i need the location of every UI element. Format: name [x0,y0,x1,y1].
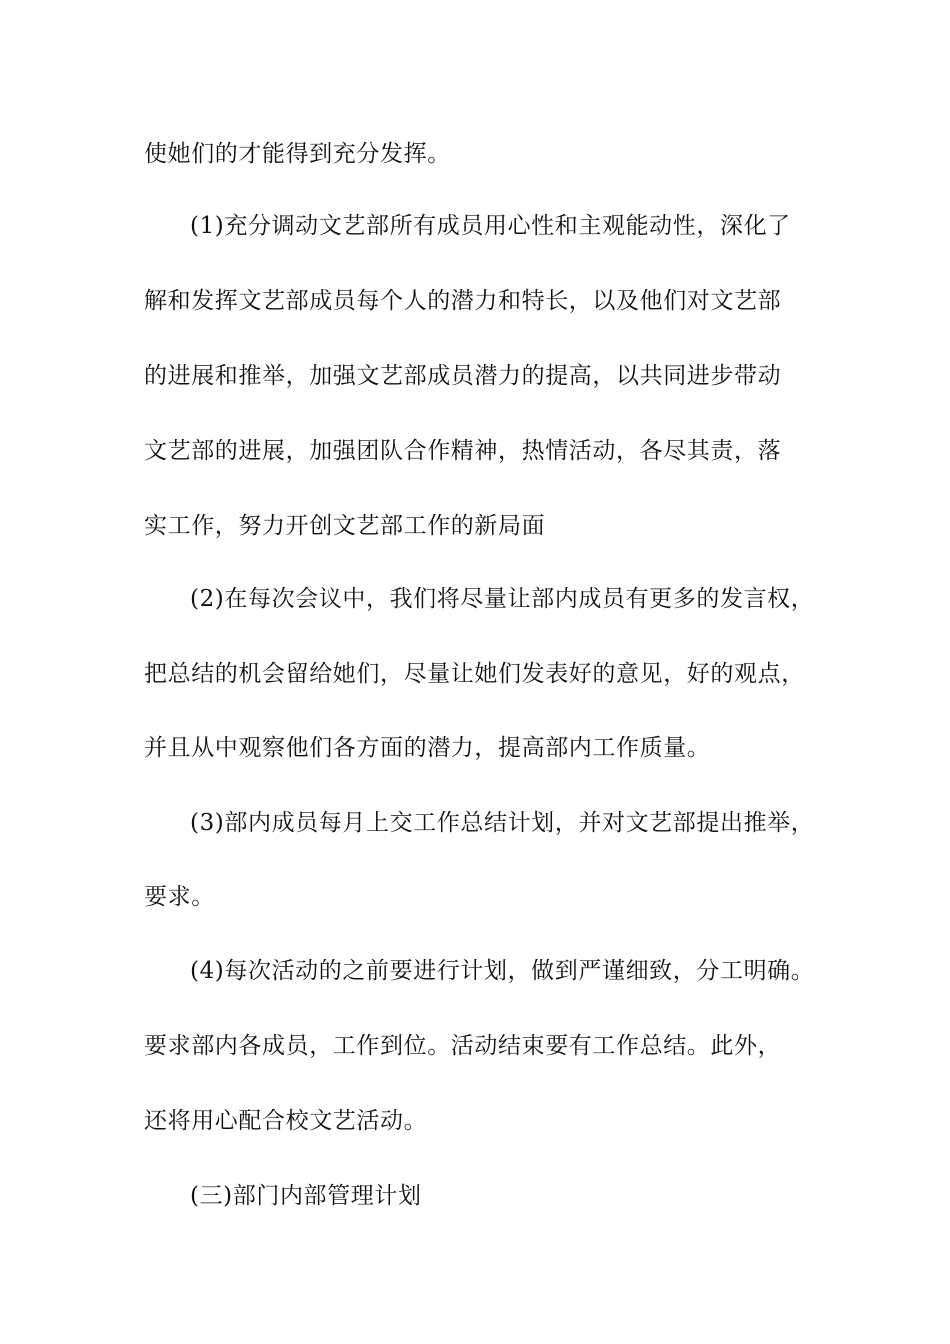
text-line: 实工作，努力开创文艺部工作的新局面 [144,513,546,539]
text-line: 还将用心配合校文艺活动。 [144,1108,428,1134]
paragraph-3-start: (3)部内成员每月上交工作总结计划，并对文艺部提出推举， [190,810,815,836]
text-line: 要求。 [144,884,215,910]
text-line: 的进展和推举，加强文艺部成员潜力的提高，以共同进步带动 [144,363,782,389]
text-line: 要求部内各成员，工作到位。活动结束要有工作总结。此外， [144,1033,782,1059]
paragraph-1-start: (1)充分调动文艺部所有成员用心性和主观能动性，深化了 [190,213,791,239]
section-heading: (三)部门内部管理计划 [190,1183,422,1209]
text-line: 使她们的才能得到充分发挥。 [144,141,451,167]
text-line: 并且从中观察他们各方面的潜力，提高部内工作质量。 [144,735,711,761]
text-line: 文艺部的进展，加强团队合作精神，热情活动，各尽其责，落 [144,438,782,464]
text-line: 把总结的机会留给她们，尽量让她们发表好的意见，好的观点， [144,661,805,687]
text-line: 解和发挥文艺部成员每个人的潜力和特长，以及他们对文艺部 [144,288,782,314]
paragraph-2-start: (2)在每次会议中，我们将尽量让部内成员有更多的发言权， [190,586,815,612]
paragraph-4-start: (4)每次活动的之前要进行计划，做到严谨细致，分工明确。 [190,958,815,984]
